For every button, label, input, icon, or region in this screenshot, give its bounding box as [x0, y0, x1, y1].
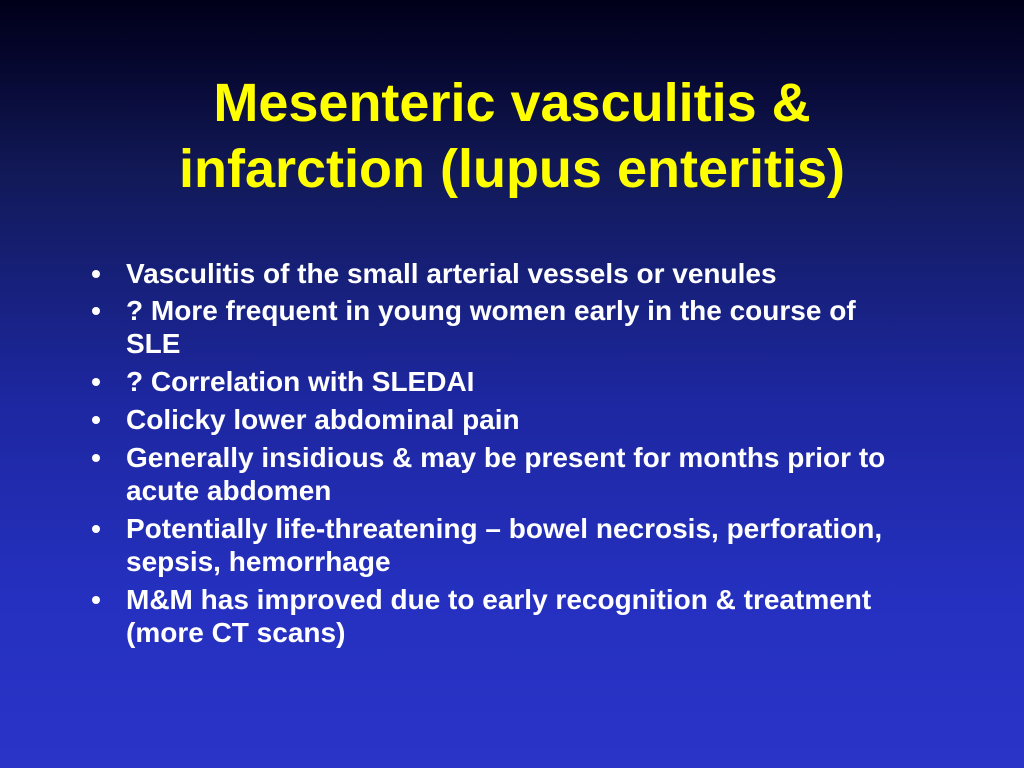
bullet-text: M&M has improved due to early recognition & treatment (more CT scans) — [126, 584, 872, 648]
bullet-list — [86, 257, 956, 654]
bullet-item — [86, 294, 886, 360]
bullet-point-icon — [92, 454, 100, 462]
slide-title-line-2: infarction (lupus enteritis) — [178, 139, 846, 199]
bullet-point-icon — [92, 416, 100, 424]
bullet-point-icon — [92, 307, 100, 315]
bullet-point-icon — [92, 596, 100, 604]
bullet-item — [86, 403, 956, 436]
bullet-text: ? More frequent in young women early in the course of SLE — [126, 295, 856, 359]
bullet-item — [86, 583, 916, 649]
slide-title — [0, 70, 1024, 202]
bullet-point-icon — [92, 525, 100, 533]
bullet-point-icon — [92, 270, 100, 278]
bullet-item — [86, 512, 916, 578]
bullet-item — [86, 257, 956, 290]
bullet-text: Potentially life-threatening – bowel necrosis, perforation, sepsis, hemorrhage — [126, 513, 883, 577]
bullet-item — [86, 441, 966, 507]
slide-title-line-1: Mesenteric vasculitis & — [213, 73, 811, 133]
bullet-point-icon — [92, 378, 100, 386]
bullet-text: Colicky lower abdominal pain — [126, 404, 520, 435]
bullet-text: Vasculitis of the small arterial vessels or venules — [126, 258, 777, 289]
bullet-item — [86, 365, 956, 398]
bullet-text: ? Correlation with SLEDAI — [126, 366, 475, 397]
bullet-text: Generally insidious & may be present for months prior to acute abdomen — [126, 442, 886, 506]
